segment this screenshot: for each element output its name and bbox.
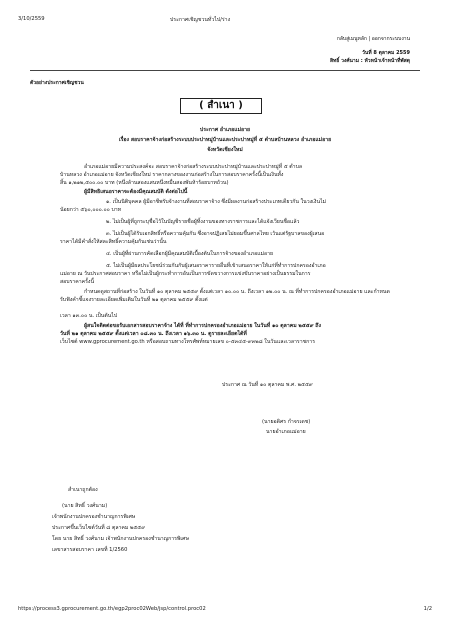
agency-links[interactable]: กลับสู่เมนูหลัก | ออกจากระบบงาน [336,36,410,42]
letterhead-user: สิทธิ์ วงศ์นาม : หัวหน้าเจ้าหน้าที่พัสดุ [329,58,410,64]
paragraph-line: เว็บไซต์ www.gprocurement.go.th หรือสอบถามทางโทรศัพท์หมายเลข ๐-๕๓๔๕-๙๓๒๘ ในวันและเวลาราชการ [60,339,315,345]
paragraph-line: วันที่ ๒๑ ตุลาคม ๒๕๕๙ ตั้งแต่เวลา ๐๘.๓๐ น. ถึงเวลา ๑๖.๓๐ น. ดูรายละเอียดได้ที่ [60,331,247,337]
paragraph-line: สอบราคาครั้งนี้ [60,279,94,285]
certification-line: เลขาสารสอบราคา เลขที่ 1/2560 [52,547,128,553]
paragraph-line: สิ้น ๑,๒๑๒,๕๐๐.๐๐ บาท (หนึ่งล้านสองแสนหนึ่งหมื่นสองพันห้าร้อยบาทถ้วน) [60,180,229,186]
paragraph-line: น้อยกว่า ๕๖๐,๐๐๐.๐๐ บาท [60,207,122,213]
paragraph-line: ๕. ไม่เป็นผู้มีผลประโยชน์ร่วมกันกับผู้เสนอราคารายอื่นที่เข้าเสนอราคาให้แก่ที่ทำการปกครองอำเภอ [106,263,326,269]
copy-stamp: ( สำเนา ) [180,98,262,114]
letterhead-date: วันที่ 8 ตุลาคม 2559 [362,50,410,56]
paragraph-line: ๔. เป็นผู้ที่ผ่านการคัดเลือกผู้มีคุณสมบัติเบื้องต้นในการจ้างของอำเภอแม่อาย [106,251,274,257]
paragraph-line: ราคาได้มีคำสั่งให้สละสิทธิ์ความคุ้มกันเช่นว่านั้น [60,239,167,245]
print-url[interactable]: https://process3.gprocurement.go.th/egp2proc02Web/jsp/control.proc02 [18,606,206,612]
paragraph-line: อำเภอแม่อายมีความประสงค์จะ สอบราคาจ้างก่อสร้างระบบประปาหมู่บ้านและประปาหมู่ที่ ๕ ตำบล [84,164,303,170]
print-page-number: 1/2 [423,606,432,612]
certification-line: โดย นาย สิทธิ์ วงศ์นาม เจ้าพนักงานปกครองชำนาญการพิเศษ [52,536,189,542]
signer-position: นายอำเภอแม่อาย [266,429,306,435]
signer-name: (นายอดิศร กำจรเดช) [262,419,311,425]
header-divider [30,70,420,71]
certified-label: สำเนาถูกต้อง [68,487,98,493]
certifier-name: (นาย สิทธิ์ วงศ์นาม) [62,503,108,509]
certifier-position: เจ้าพนักงานปกครองชำนาญการพิเศษ [52,514,136,520]
paragraph-line: ผู้สนใจติดต่อขอรับเอกสารสอบราคาจ้าง ได้ที่ ที่ทำการปกครองอำเภอแม่อาย ในวันที่ ๑๐ ตุลาคม ๒๕๕๙ ถึง [84,323,321,329]
announcement-issuer: ประกาศ อำเภอแม่อาย [199,127,251,133]
announcement-subject-2: จังหวัดเชียงใหม่ [207,147,243,153]
paragraph-line: ๑. เป็นนิติบุคคล ผู้มีอาชีพรับจ้างงานที่สอบราคาจ้าง ซึ่งมีผลงานก่อสร้างประเภทเดียวกัน ในวงเงินไม่ [106,199,327,205]
print-page-title: ประกาศเชิญชวนทั่วไป/ร่าง [170,17,231,23]
paragraph-line: เวลา ๑๓.๐๐ น. เป็นต้นไป [60,313,118,319]
paragraph-line: ผู้มีสิทธิเสนอราคาจะต้องมีคุณสมบัติ ดังต่อไปนี้ [84,189,188,195]
paragraph-line: ๒. ไม่เป็นผู้ที่ถูกระบุชื่อไว้ในบัญชีรายชื่อผู้ทิ้งงานของทางราชการและได้แจ้งเวียนชื่อแล้ว [106,219,300,225]
paragraph-line: บ้านหลวง อำเภอแม่อาย จังหวัดเชียงใหม่ ราคากลางของงานก่อสร้างในการสอบราคาครั้งนี้เป็นเงินทั้ง [60,172,284,178]
paragraph-line: แม่อาย ณ วันประกาศสอบราคา หรือไม่เป็นผู้กระทำการอันเป็นการขัดขวางการแข่งขันราคาอย่างเป็นธรรมในการ [60,271,311,277]
announce-date: ประกาศ ณ วันที่ ๑๐ ตุลาคม พ.ศ. ๒๕๕๙ [222,382,313,388]
section-label: ตัวอย่างประกาศเชิญชวน [30,80,84,86]
announcement-subject-1: เรื่อง สอบราคาจ้างก่อสร้างระบบประปาหมู่บ้านและประปาหมู่ที่ ๕ ตำบลบ้านหลวง อำเภอแม่อาย [118,137,332,143]
paragraph-line: ๓. ไม่เป็นผู้ได้รับเอกสิทธิ์หรือความคุ้มกัน ซึ่งอาจปฏิเสธไม่ยอมขึ้นศาลไทย เว้นแต่รัฐบาลของผู้เสนอ [106,231,325,237]
certification-line: ประกาศขึ้นเว็บไซต์วันที่ ๘ ตุลาคม ๒๕๕๙ [52,525,146,531]
print-date: 3/10/2559 [18,16,45,22]
paragraph-line: กำหนดดูสถานที่ก่อสร้าง ในวันที่ ๑๐ ตุลาคม ๒๕๕๙ ตั้งแต่เวลา ๑๐.๐๐ น. ถึงเวลา ๑๒.๐๐ น. ณ ที่ทำการปกครองอำเภอแม่อาย และกำหนดรับฟังคำชี้แจงรายละเอียดเพิ่มเติมในวันที่ ๒๑ ตุลาคม ๒๕๕๙ ตั้งแต่ [60,289,390,304]
